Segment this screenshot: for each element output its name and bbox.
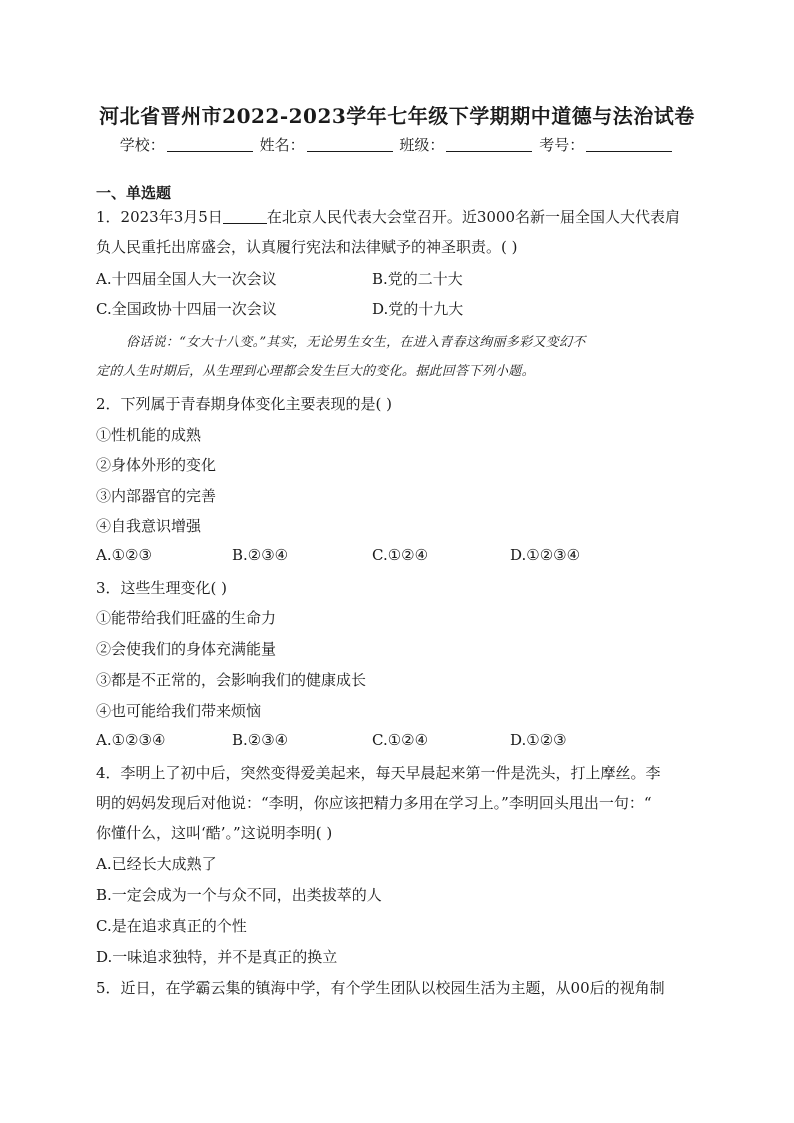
q2-item-2: ②身体外形的变化 <box>96 456 217 474</box>
q4-line-2: 明的妈妈发现后对他说：“李明，你应该把精力多用在学习上。”李明回头甩出一句：“ <box>96 794 652 812</box>
q3-option-c[interactable]: C.①②④ <box>372 731 429 749</box>
class-blank[interactable] <box>446 151 532 152</box>
q3-item-2: ②会使我们的身体充满能量 <box>96 640 277 658</box>
q2-item-3: ③内部器官的完善 <box>96 487 217 505</box>
exam-title: 河北省晋州市2022-2023学年七年级下学期期中道德与法治试卷 <box>99 104 695 128</box>
q3-item-3: ③都是不正常的，会影响我们的健康成长 <box>96 671 367 689</box>
q1-option-a[interactable]: A.十四届全国人大一次会议 <box>96 270 277 288</box>
exam-number-label: 考号： <box>539 136 585 154</box>
q4-line-1: 4．李明上了初中后，突然变得爱美起来，每天早晨起来第一件是洗头，打上摩丝。李 <box>96 764 661 782</box>
q2-option-a[interactable]: A.①②③ <box>96 546 152 564</box>
q3-option-a[interactable]: A.①②③④ <box>96 731 166 749</box>
q2-item-1: ①性机能的成熟 <box>96 426 202 444</box>
q2-option-d[interactable]: D.①②③④ <box>510 546 581 564</box>
name-blank[interactable] <box>307 151 393 152</box>
q1-line-2: 负人民重托出席盛会，认真履行宪法和法律赋予的神圣职责。( ) <box>96 238 518 256</box>
q4-option-d[interactable]: D.一味追求独特，并不是真正的换立 <box>96 948 338 966</box>
q2-option-c[interactable]: C.①②④ <box>372 546 429 564</box>
section-heading: 一、单选题 <box>96 184 172 202</box>
school-blank[interactable] <box>167 151 253 152</box>
q1-stem-rest: 在北京人民代表大会堂召开。近3000名新一届全国人大代表肩 <box>266 208 680 226</box>
q1-option-b[interactable]: B.党的二十大 <box>372 270 463 288</box>
school-label: 学校： <box>119 136 165 154</box>
name-label: 姓名： <box>259 136 305 154</box>
q1-option-c[interactable]: C.全国政协十四届一次会议 <box>96 300 277 318</box>
q2-item-4: ④自我意识增强 <box>96 517 202 535</box>
q3-item-1: ①能带给我们旺盛的生命力 <box>96 609 277 627</box>
q1-stem-start: 1．2023年3月5日 <box>96 208 223 226</box>
student-info-row <box>0 134 794 155</box>
q3-option-d[interactable]: D.①②③ <box>510 731 567 749</box>
passage-line-2: 定的人生时期后，从生理到心理都会发生巨大的变化。据此回答下列小题。 <box>96 364 535 379</box>
q4-line-3: 你懂什么，这叫‘酷’。”这说明李明( ) <box>96 824 333 842</box>
passage-line-1: 俗话说：“女大十八变。”其实，无论男生女生，在进入青春这绚丽多彩又变幻不 <box>126 335 586 350</box>
q1-line-1 <box>96 206 680 227</box>
q2-option-b[interactable]: B.②③④ <box>232 546 289 564</box>
q5-line-1: 5．近日，在学霸云集的镇海中学，有个学生团队以校园生活为主题，从00后的视角制 <box>96 979 665 997</box>
class-label: 班级： <box>399 136 445 154</box>
q3-option-b[interactable]: B.②③④ <box>232 731 289 749</box>
q2-stem: 2．下列属于青春期身体变化主要表现的是( ) <box>96 395 393 413</box>
q1-fill-blank <box>223 223 267 224</box>
q3-stem: 3．这些生理变化( ) <box>96 579 228 597</box>
q3-item-4: ④也可能给我们带来烦恼 <box>96 702 262 720</box>
q4-option-a[interactable]: A.已经长大成熟了 <box>96 855 217 873</box>
q1-option-d[interactable]: D.党的十九大 <box>372 300 464 318</box>
q4-option-b[interactable]: B.一定会成为一个与众不同，出类拔萃的人 <box>96 886 382 904</box>
exam-number-blank[interactable] <box>586 151 672 152</box>
q4-option-c[interactable]: C.是在追求真正的个性 <box>96 917 247 935</box>
